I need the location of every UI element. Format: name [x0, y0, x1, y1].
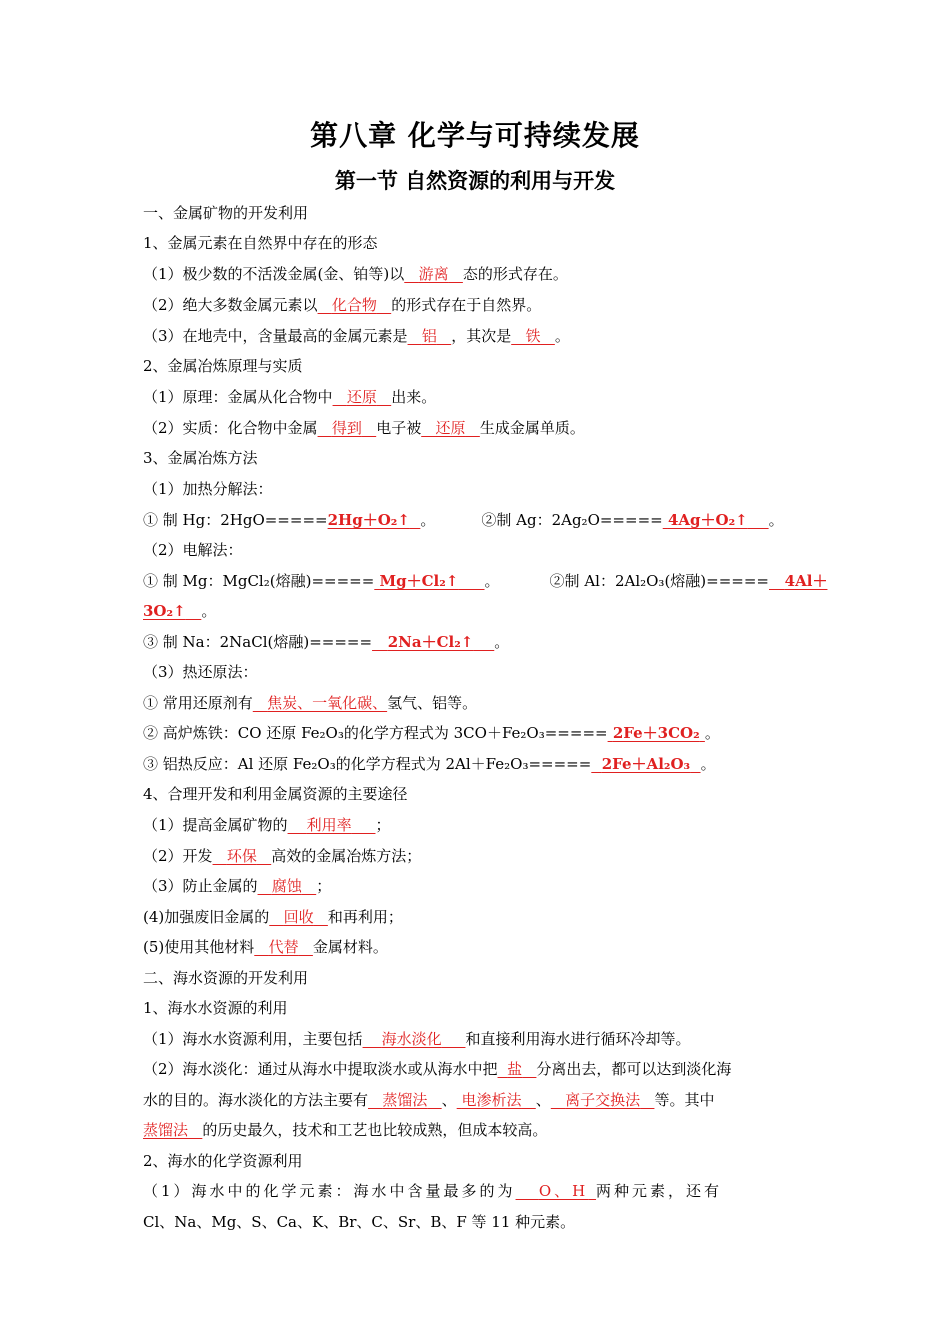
- chapter-title: 第八章 化学与可持续发展: [310, 119, 640, 152]
- section-title: 第一节 自然资源的利用与开发: [334, 169, 616, 193]
- line-environmental: （2）开发 环保 高效的金属冶炼方法；: [143, 847, 422, 865]
- heading-seawater: 二、海水资源的开发利用: [143, 969, 309, 987]
- answer-corrosion: 腐蚀: [271, 877, 302, 895]
- line-principle: （1）原理：金属从化合物中 还原 出来。: [143, 388, 437, 406]
- subheading-chemical-resources: 2、海水的化学资源利用: [143, 1152, 303, 1170]
- subheading-metal-forms: 1、金属元素在自然界中存在的形态: [143, 234, 378, 252]
- answer-salt: 盐: [507, 1060, 523, 1078]
- line-recycling: (4)加强废旧金属的 回收 和再利用；: [143, 908, 403, 926]
- line-reducing-agents: ① 常用还原剂有 焦炭、一氧化碳、氢气、铝等。: [143, 694, 478, 712]
- answer-thermite: 2Fe＋Al₂O₃: [601, 755, 691, 773]
- label-thermal-reduction: （3）热还原法：: [143, 663, 258, 681]
- heading-metal-minerals: 一、金属矿物的开发利用: [143, 204, 309, 222]
- line-hg-ag: ① 制 Hg：2HgO=====2Hg＋O₂↑ 。 ②制 Ag：2Ag₂O===== 4Ag＋O₂↑ 。: [143, 511, 784, 529]
- line-compound-state: （2）绝大多数金属元素以 化合物 的形式存在于自然界。: [143, 296, 542, 314]
- line-na: ③ 制 Na：2NaCl(熔融)===== 2Na＋Cl₂↑ 。: [143, 633, 510, 651]
- line-seawater-elements: （1）海水中的化学元素：海水中含量最多的为 O、H 两种元素，还有: [143, 1182, 723, 1200]
- answer-substitute: 代替: [268, 938, 299, 956]
- subheading-smelting-principle: 2、金属冶炼原理与实质: [143, 357, 303, 375]
- answer-ag: 4Ag＋O₂↑: [667, 511, 748, 529]
- answer-desalination: 海水淡化: [381, 1030, 442, 1048]
- answer-recycling: 回收: [283, 908, 314, 926]
- line-blast-furnace: ② 高炉炼铁：CO 还原 Fe₂O₃的化学方程式为 3CO＋Fe₂O₃===== 2Fe＋3CO₂ 。: [143, 724, 720, 742]
- answer-distillation-history: 蒸馏法: [143, 1121, 189, 1139]
- line-seawater-use: （1）海水水资源利用，主要包括 海水淡化 和直接利用海水进行循环冷却等。: [143, 1030, 691, 1048]
- answer-electrodialysis: 电渗析法: [461, 1091, 522, 1109]
- answer-compound: 化合物: [331, 296, 377, 314]
- answer-reduced: 还原: [435, 419, 466, 437]
- line-substitute: (5)使用其他材料 代替 金属材料。: [143, 938, 388, 956]
- answer-aluminum: 铝: [421, 327, 437, 345]
- answer-free-state: 游离: [418, 265, 449, 283]
- line-corrosion: （3）防止金属的 腐蚀 ；: [143, 877, 332, 895]
- line-thermite: ③ 铝热反应：Al 还原 Fe₂O₃的化学方程式为 2Al＋Fe₂O₃===== 2Fe＋Al₂O₃ 。: [143, 755, 716, 773]
- subheading-seawater-water: 1、海水水资源的利用: [143, 999, 288, 1017]
- line-free-state: （1）极少数的不活泼金属(金、铂等)以 游离 态的形式存在。: [143, 265, 568, 283]
- answer-al: 4Al＋: [784, 572, 828, 590]
- answer-reducing-agents: 焦炭、一氧化碳、: [267, 694, 388, 712]
- subheading-smelting-methods: 3、金属冶炼方法: [143, 449, 258, 467]
- answer-distillation: 蒸馏法: [382, 1091, 428, 1109]
- line-crust-metals: （3）在地壳中，含量最高的金属元素是 铝 ，其次是 铁 。: [143, 327, 570, 345]
- line-al-continued: 3O₂↑ 。: [143, 602, 217, 620]
- line-desalination-1: （2）海水淡化：通过从海水中提取淡水或从海水中把 盐 分离出去，都可以达到淡化海: [143, 1060, 732, 1078]
- label-electrolysis: （2）电解法：: [143, 541, 243, 559]
- subheading-resource-use: 4、合理开发和利用金属资源的主要途径: [143, 785, 408, 803]
- answer-al-o2: 3O₂↑: [143, 602, 186, 620]
- answer-gain: 得到: [331, 419, 362, 437]
- line-essence: （2）实质：化合物中金属 得到 电子被 还原 生成金属单质。: [143, 419, 585, 437]
- answer-mg: Mg＋Cl₂↑: [379, 572, 459, 590]
- answer-environmental: 环保: [226, 847, 257, 865]
- answer-ion-exchange: 离子交换法: [565, 1091, 641, 1109]
- answer-iron: 铁: [525, 327, 541, 345]
- label-thermal-decomposition: （1）加热分解法：: [143, 480, 273, 498]
- line-mg-al: ① 制 Mg：MgCl₂(熔融)===== Mg＋Cl₂↑ 。 ②制 Al：2Al₂O₃(熔融)===== 4Al＋: [143, 572, 828, 590]
- answer-blast-furnace: 2Fe＋3CO₂: [612, 724, 700, 742]
- answer-utilization: 利用率: [306, 816, 352, 834]
- answer-o-h: O、H: [538, 1182, 589, 1200]
- line-element-list: Cl、Na、Mg、S、Ca、K、Br、C、Sr、B、F 等 11 种元素。: [143, 1213, 576, 1231]
- line-desalination-2: 水的目的。海水淡化的方法主要有 蒸馏法 、 电渗析法 、 离子交换法 等。其中: [143, 1091, 715, 1109]
- answer-na: 2Na＋Cl₂↑: [387, 633, 474, 651]
- line-desalination-3: 蒸馏法 的历史最久，技术和工艺也比较成熟，但成本较高。: [143, 1121, 548, 1139]
- answer-hg: 2Hg＋O₂↑: [327, 511, 410, 529]
- line-utilization: （1）提高金属矿物的 利用率 ；: [143, 816, 391, 834]
- answer-reduce: 还原: [346, 388, 377, 406]
